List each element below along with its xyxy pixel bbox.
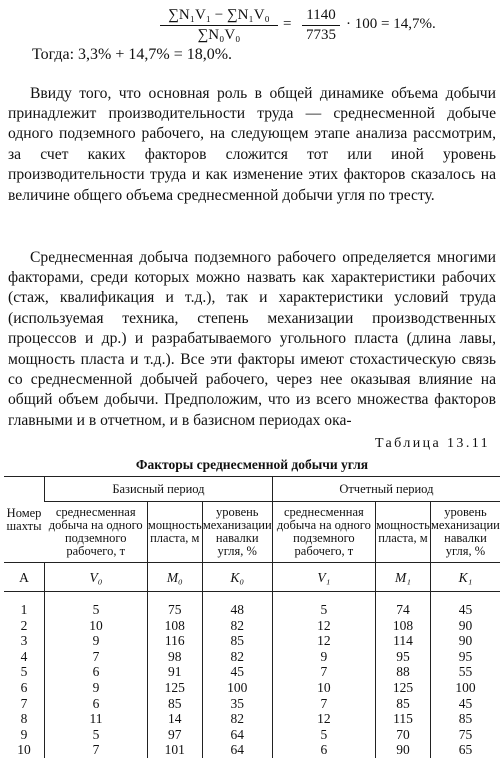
header-mine-number: Номер шахты xyxy=(4,477,45,563)
table-cell: 5 xyxy=(20,664,28,680)
table-cell: 14 xyxy=(147,711,202,727)
table-cell: 100 xyxy=(430,680,500,696)
table-row xyxy=(4,664,500,680)
table-cell: 65 xyxy=(430,742,500,758)
table-cell: 12 xyxy=(272,633,375,649)
paragraph-factors: Среднесменная добыча подземного рабочего определяется многими факторами, среди которых можно назвать как характеристики рабочих (стаж, квалификация и т.д.), так и характеристики условий труда (используемая техника, степень механизации производственных процессов и др.) и разрабатываемого угольного пласта (длина лавы, мощность пласта и т.д.). Все эти факторы имеют стохастическую связь со среднесменной добычей рабочего, через нее оказывая влияние на общий объем добычи. Предположим, что из всего множества факторов главными и в отчетном, и в базисном периодах ока- xyxy=(8,248,496,429)
table-row xyxy=(4,592,500,618)
formula-main-denominator: ∑N₀V₀ xyxy=(197,27,241,43)
table-cell: 6 xyxy=(272,742,375,758)
symbol-v1: V₁ xyxy=(272,563,375,592)
table-row xyxy=(4,680,500,696)
symbol-k0: K₀ xyxy=(202,563,272,592)
table-number: Таблица 13.11 xyxy=(374,436,490,451)
table-cell: 6 xyxy=(45,696,148,712)
table-row xyxy=(4,742,500,758)
formula-value-numerator: 1140 xyxy=(302,6,340,26)
table-cell: 91 xyxy=(147,664,202,680)
table-cell: 64 xyxy=(202,727,272,743)
table-cell: 2 xyxy=(20,617,28,633)
table-cell: 7 xyxy=(272,664,375,680)
table-cell: 7 xyxy=(272,696,375,712)
table-cell: 100 xyxy=(202,680,272,696)
table-cell: 10 xyxy=(272,680,375,696)
symbol-k1: K₁ xyxy=(430,563,500,592)
table-cell: 7 xyxy=(45,742,148,758)
table-cell: 6 xyxy=(45,664,148,680)
table-row xyxy=(4,633,500,649)
table-cell: 98 xyxy=(147,649,202,665)
table-row xyxy=(4,649,500,665)
table-cell: 97 xyxy=(147,727,202,743)
table-title: Факторы среднесменной добычи угля xyxy=(135,457,369,472)
header-report-output: среднесменная добыча на одного подземного рабочего, т xyxy=(272,502,375,563)
table-cell: 90 xyxy=(430,618,500,634)
table-cell: 12 xyxy=(272,618,375,634)
result-line: Тогда: 3,3% + 14,7% = 18,0%. xyxy=(32,46,233,63)
symbol-m1: M₁ xyxy=(376,563,431,592)
table-cell: 5 xyxy=(45,727,148,743)
table-cell: 108 xyxy=(147,618,202,634)
table-row xyxy=(4,618,500,634)
table-cell: 82 xyxy=(202,711,272,727)
table-cell: 85 xyxy=(376,696,431,712)
header-report-thickness: мощность пласта, м xyxy=(376,502,431,563)
table-cell: 4 xyxy=(20,648,28,664)
table-cell: 48 xyxy=(202,592,272,618)
table-cell: 125 xyxy=(147,680,202,696)
table-cell: 64 xyxy=(202,742,272,758)
table-cell: 5 xyxy=(272,727,375,743)
table-cell: 9 xyxy=(45,633,148,649)
table-cell: 82 xyxy=(202,618,272,634)
table-cell: 75 xyxy=(147,592,202,618)
table-cell: 5 xyxy=(45,592,148,618)
formula-equals: = xyxy=(283,16,292,32)
table-cell: 90 xyxy=(376,742,431,758)
table-cell: 95 xyxy=(376,649,431,665)
table-cell: 85 xyxy=(202,633,272,649)
table-cell: 7 xyxy=(20,695,28,711)
table-cell: 45 xyxy=(430,592,500,618)
factors-table xyxy=(4,476,500,758)
table-row xyxy=(4,711,500,727)
header-report-period: Отчетный период xyxy=(272,477,500,502)
table-cell: 85 xyxy=(430,711,500,727)
table-cell: 55 xyxy=(430,664,500,680)
table-cell: 12 xyxy=(272,711,375,727)
header-base-mechanization: уровень механизации навалки угля, % xyxy=(202,502,272,563)
header-report-mechanization: уровень механизации навалки угля, % xyxy=(430,502,500,563)
table-cell: 7 xyxy=(45,649,148,665)
table-cell: 90 xyxy=(430,633,500,649)
table-cell: 8 xyxy=(20,711,28,727)
table-cell: 74 xyxy=(376,592,431,618)
header-base-period: Базисный период xyxy=(45,477,273,502)
table-cell: 10 xyxy=(17,742,31,758)
table-cell: 35 xyxy=(202,696,272,712)
table-cell: 88 xyxy=(376,664,431,680)
table-cell: 11 xyxy=(45,711,148,727)
table-cell: 10 xyxy=(45,618,148,634)
table-cell: 70 xyxy=(376,727,431,743)
table-body xyxy=(4,592,500,758)
table-cell: 85 xyxy=(147,696,202,712)
formula-main-fraction xyxy=(160,6,278,45)
table-cell: 108 xyxy=(376,618,431,634)
table-cell: 6 xyxy=(20,679,28,695)
table-cell: 9 xyxy=(45,680,148,696)
table-cell: 9 xyxy=(272,649,375,665)
table-cell: 114 xyxy=(376,633,431,649)
header-base-thickness: мощность пласта, м xyxy=(147,502,202,563)
symbol-m0: M₀ xyxy=(147,563,202,592)
symbol-v0: V₀ xyxy=(45,563,148,592)
symbol-a: А xyxy=(4,563,45,592)
header-base-output: среднесменная добыча на одного подземного рабочего, т xyxy=(45,502,148,563)
table-cell: 45 xyxy=(202,664,272,680)
table-cell: 3 xyxy=(20,633,28,649)
table-cell: 82 xyxy=(202,649,272,665)
table-cell: 95 xyxy=(430,649,500,665)
table-cell: 9 xyxy=(20,726,28,742)
paragraph-productivity: Ввиду того, что основная роль в общей динамике объема добычи принадлежит производительности труда — среднесменной добыче одного подземного рабочего, на следующем этапе анализа рассмотрим, за счет каких факторов сложится тот или иной уровень производительности труда и как изменение этих факторов сказалось на величине общего объема среднесменной добычи угля по тресту. xyxy=(8,84,496,204)
formula-value-fraction xyxy=(302,6,340,45)
table-cell: 75 xyxy=(430,727,500,743)
table-cell: 116 xyxy=(147,633,202,649)
table-row xyxy=(4,727,500,743)
table-cell: 1 xyxy=(20,602,28,617)
table-row xyxy=(4,696,500,712)
table-cell: 115 xyxy=(376,711,431,727)
table-cell: 45 xyxy=(430,696,500,712)
formula-main-numerator: ∑N₁V₁ − ∑N₁V₀ xyxy=(160,6,278,26)
table-cell: 101 xyxy=(147,742,202,758)
formula-value-denominator: 7735 xyxy=(306,27,336,43)
formula-result: · 100 = 14,7%. xyxy=(346,16,436,32)
table-cell: 125 xyxy=(376,680,431,696)
table-cell: 5 xyxy=(272,592,375,618)
